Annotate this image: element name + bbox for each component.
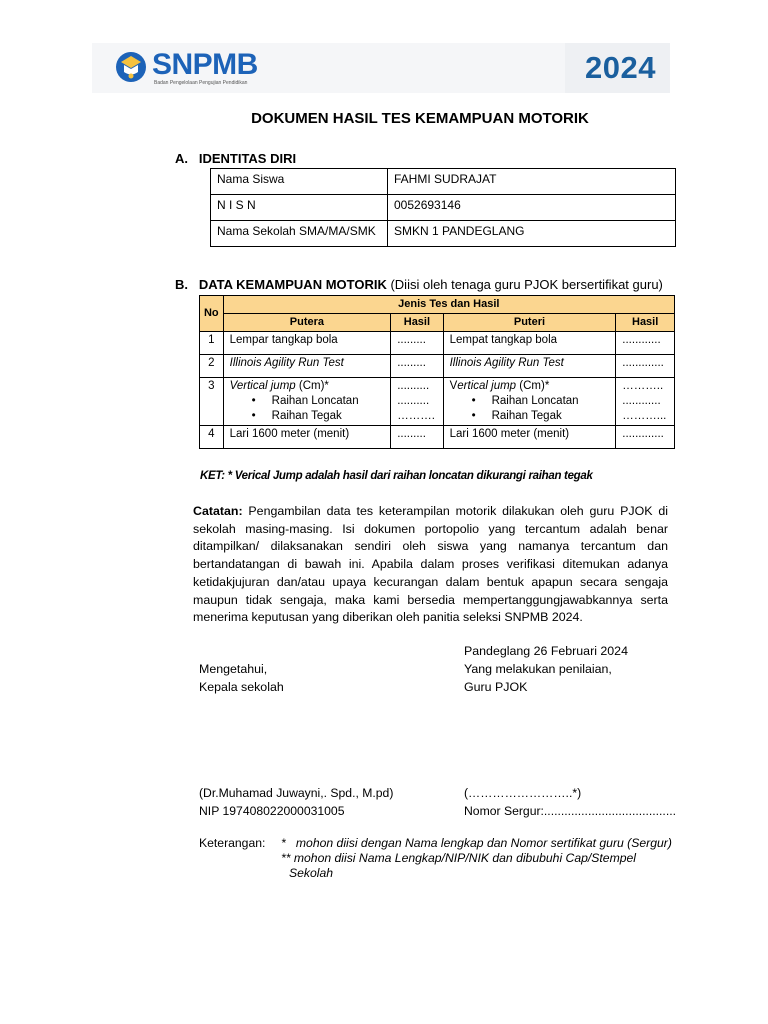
label-nisn: N I S N bbox=[211, 195, 388, 221]
document-title: DOKUMEN HASIL TES KEMAMPUAN MOTORIK bbox=[251, 110, 589, 127]
puteri-result bbox=[616, 378, 675, 426]
putera-test: Lari 1600 meter (menit) bbox=[223, 426, 391, 449]
keterangan-line3: Sekolah bbox=[289, 866, 334, 880]
table-row bbox=[211, 195, 676, 221]
row-no: 3 bbox=[200, 378, 224, 426]
puteri-sub-item: • Raihan Loncatan bbox=[450, 394, 610, 409]
table-row bbox=[211, 221, 676, 247]
putera-vj-unit: (Cm)* bbox=[295, 380, 329, 392]
puteri-vj-unit: (Cm)* bbox=[516, 380, 550, 392]
puteri-result: ............. bbox=[616, 426, 675, 449]
logo-subtitle: Badan Pengelolaan Pengujian Pendidikan bbox=[154, 80, 248, 86]
puteri-vj-label: ertical jump bbox=[457, 380, 517, 392]
col-putera-header: Putera bbox=[223, 314, 391, 332]
left-line1: Mengetahui, bbox=[199, 662, 268, 676]
result-value: ………. bbox=[397, 410, 435, 422]
table-row bbox=[200, 355, 675, 378]
row-no: 1 bbox=[200, 332, 224, 355]
keterangan-line1: * mohon diisi dengan Nama lengkap dan Nomor sertifikat guru (Sergur) bbox=[281, 836, 672, 850]
putera-sub-item: • Raihan Tegak bbox=[230, 409, 385, 424]
value-nisn: 0052693146 bbox=[388, 195, 676, 221]
principal-name: (Dr.Muhamad Juwayni,. Spd., M.pd) bbox=[199, 786, 394, 800]
result-value: .......... bbox=[397, 395, 430, 407]
result-value: .......... bbox=[397, 380, 430, 392]
puteri-test: Lempat tangkap bola bbox=[443, 332, 616, 355]
motor-ability-table bbox=[199, 295, 675, 449]
puteri-test: Lari 1600 meter (menit) bbox=[443, 426, 616, 449]
row-no: 2 bbox=[200, 355, 224, 378]
col-hasil-putera-header: Hasil bbox=[391, 314, 443, 332]
col-puteri-header: Puteri bbox=[443, 314, 616, 332]
puteri-result: ............. bbox=[616, 355, 675, 378]
result-value: ……….. bbox=[622, 380, 664, 392]
putera-test bbox=[223, 378, 391, 426]
catatan-paragraph bbox=[193, 503, 668, 627]
col-group-header: Jenis Tes dan Hasil bbox=[223, 296, 674, 314]
keterangan-label: Keterangan: bbox=[199, 836, 266, 850]
section-b-heading-text: B. DATA KEMAMPUAN MOTORIK bbox=[175, 277, 387, 292]
left-line2: Kepala sekolah bbox=[199, 680, 284, 694]
table-row bbox=[211, 169, 676, 195]
putera-result: ......... bbox=[391, 332, 443, 355]
label-nama-sekolah: Nama Sekolah SMA/MA/SMK bbox=[211, 221, 388, 247]
keterangan-line2: ** mohon diisi Nama Lengkap/NIP/NIK dan dibubuhi Cap/Stempel bbox=[281, 851, 636, 865]
result-value: ............ bbox=[622, 395, 661, 407]
value-nama-sekolah: SMKN 1 PANDEGLANG bbox=[388, 221, 676, 247]
putera-sub-item: • Raihan Loncatan bbox=[230, 394, 385, 409]
section-b-heading-note: (Diisi oleh tenaga guru PJOK bersertifikat guru) bbox=[390, 277, 663, 292]
right-line1: Yang melakukan penilaian, bbox=[464, 662, 612, 676]
table-note: KET: * Verical Jump adalah hasil dari raihan loncatan dikurangi raihan tegak bbox=[200, 470, 593, 482]
col-hasil-puteri-header: Hasil bbox=[616, 314, 675, 332]
place-date: Pandeglang 26 Februari 2024 bbox=[464, 644, 628, 658]
logo-text: SNPMB bbox=[152, 48, 258, 81]
catatan-label: Catatan: bbox=[193, 504, 243, 518]
table-row bbox=[200, 378, 675, 426]
putera-vj-label: Vertical jump bbox=[229, 380, 296, 392]
label-nama-siswa: Nama Siswa bbox=[211, 169, 388, 195]
putera-result bbox=[391, 378, 443, 426]
principal-nip: NIP 197408022000031005 bbox=[199, 804, 345, 818]
right-line2: Guru PJOK bbox=[464, 680, 528, 694]
result-value: ………... bbox=[622, 410, 667, 422]
puteri-test bbox=[443, 378, 616, 426]
putera-test: Illinois Agility Run Test bbox=[223, 355, 391, 378]
catatan-text: Pengambilan data tes keterampilan motorik dilakukan oleh guru PJOK di sekolah masing-masing. Isi dokumen portopolio yang tercantum adalah benar ditampilkan/ dilaksanakan sendiri oleh siswa yang namanya tercantum dan bertandatangan di bawah ini. Apabila dalam proses verifikasi ditemukan adanya ketidakjujuran dan/atau upaya kecurangan dalam bentuk apapun secara sengaja maupun tidak sengaja, maka kami bersedia mempertanggungjawabkannya serta menerima keputusan yang diberikan oleh panitia seleksi SNPMB 2024. bbox=[193, 504, 668, 625]
section-a-heading bbox=[175, 151, 296, 166]
puteri-vj-prefix: V bbox=[449, 380, 458, 392]
putera-test: Lempar tangkap bola bbox=[223, 332, 391, 355]
puteri-test: Illinois Agility Run Test bbox=[443, 355, 616, 378]
section-b-heading bbox=[175, 277, 663, 292]
putera-result: ......... bbox=[391, 355, 443, 378]
puteri-sub-item: • Raihan Tegak bbox=[450, 409, 610, 424]
value-nama-siswa: FAHMI SUDRAJAT bbox=[388, 169, 676, 195]
section-a-heading-text: A. IDENTITAS DIRI bbox=[175, 151, 297, 166]
row-no: 4 bbox=[200, 426, 224, 449]
teacher-name: (……………………..*) bbox=[464, 786, 582, 800]
col-no-header: No bbox=[200, 296, 224, 332]
identity-table bbox=[210, 168, 676, 247]
teacher-sergur: Nomor Sergur:....................................... bbox=[464, 804, 676, 818]
snpmb-logo-icon bbox=[114, 50, 148, 84]
putera-result: ......... bbox=[391, 426, 443, 449]
table-row bbox=[200, 426, 675, 449]
table-row bbox=[200, 332, 675, 355]
year-label: 2024 bbox=[585, 50, 656, 85]
puteri-result: ............ bbox=[616, 332, 675, 355]
